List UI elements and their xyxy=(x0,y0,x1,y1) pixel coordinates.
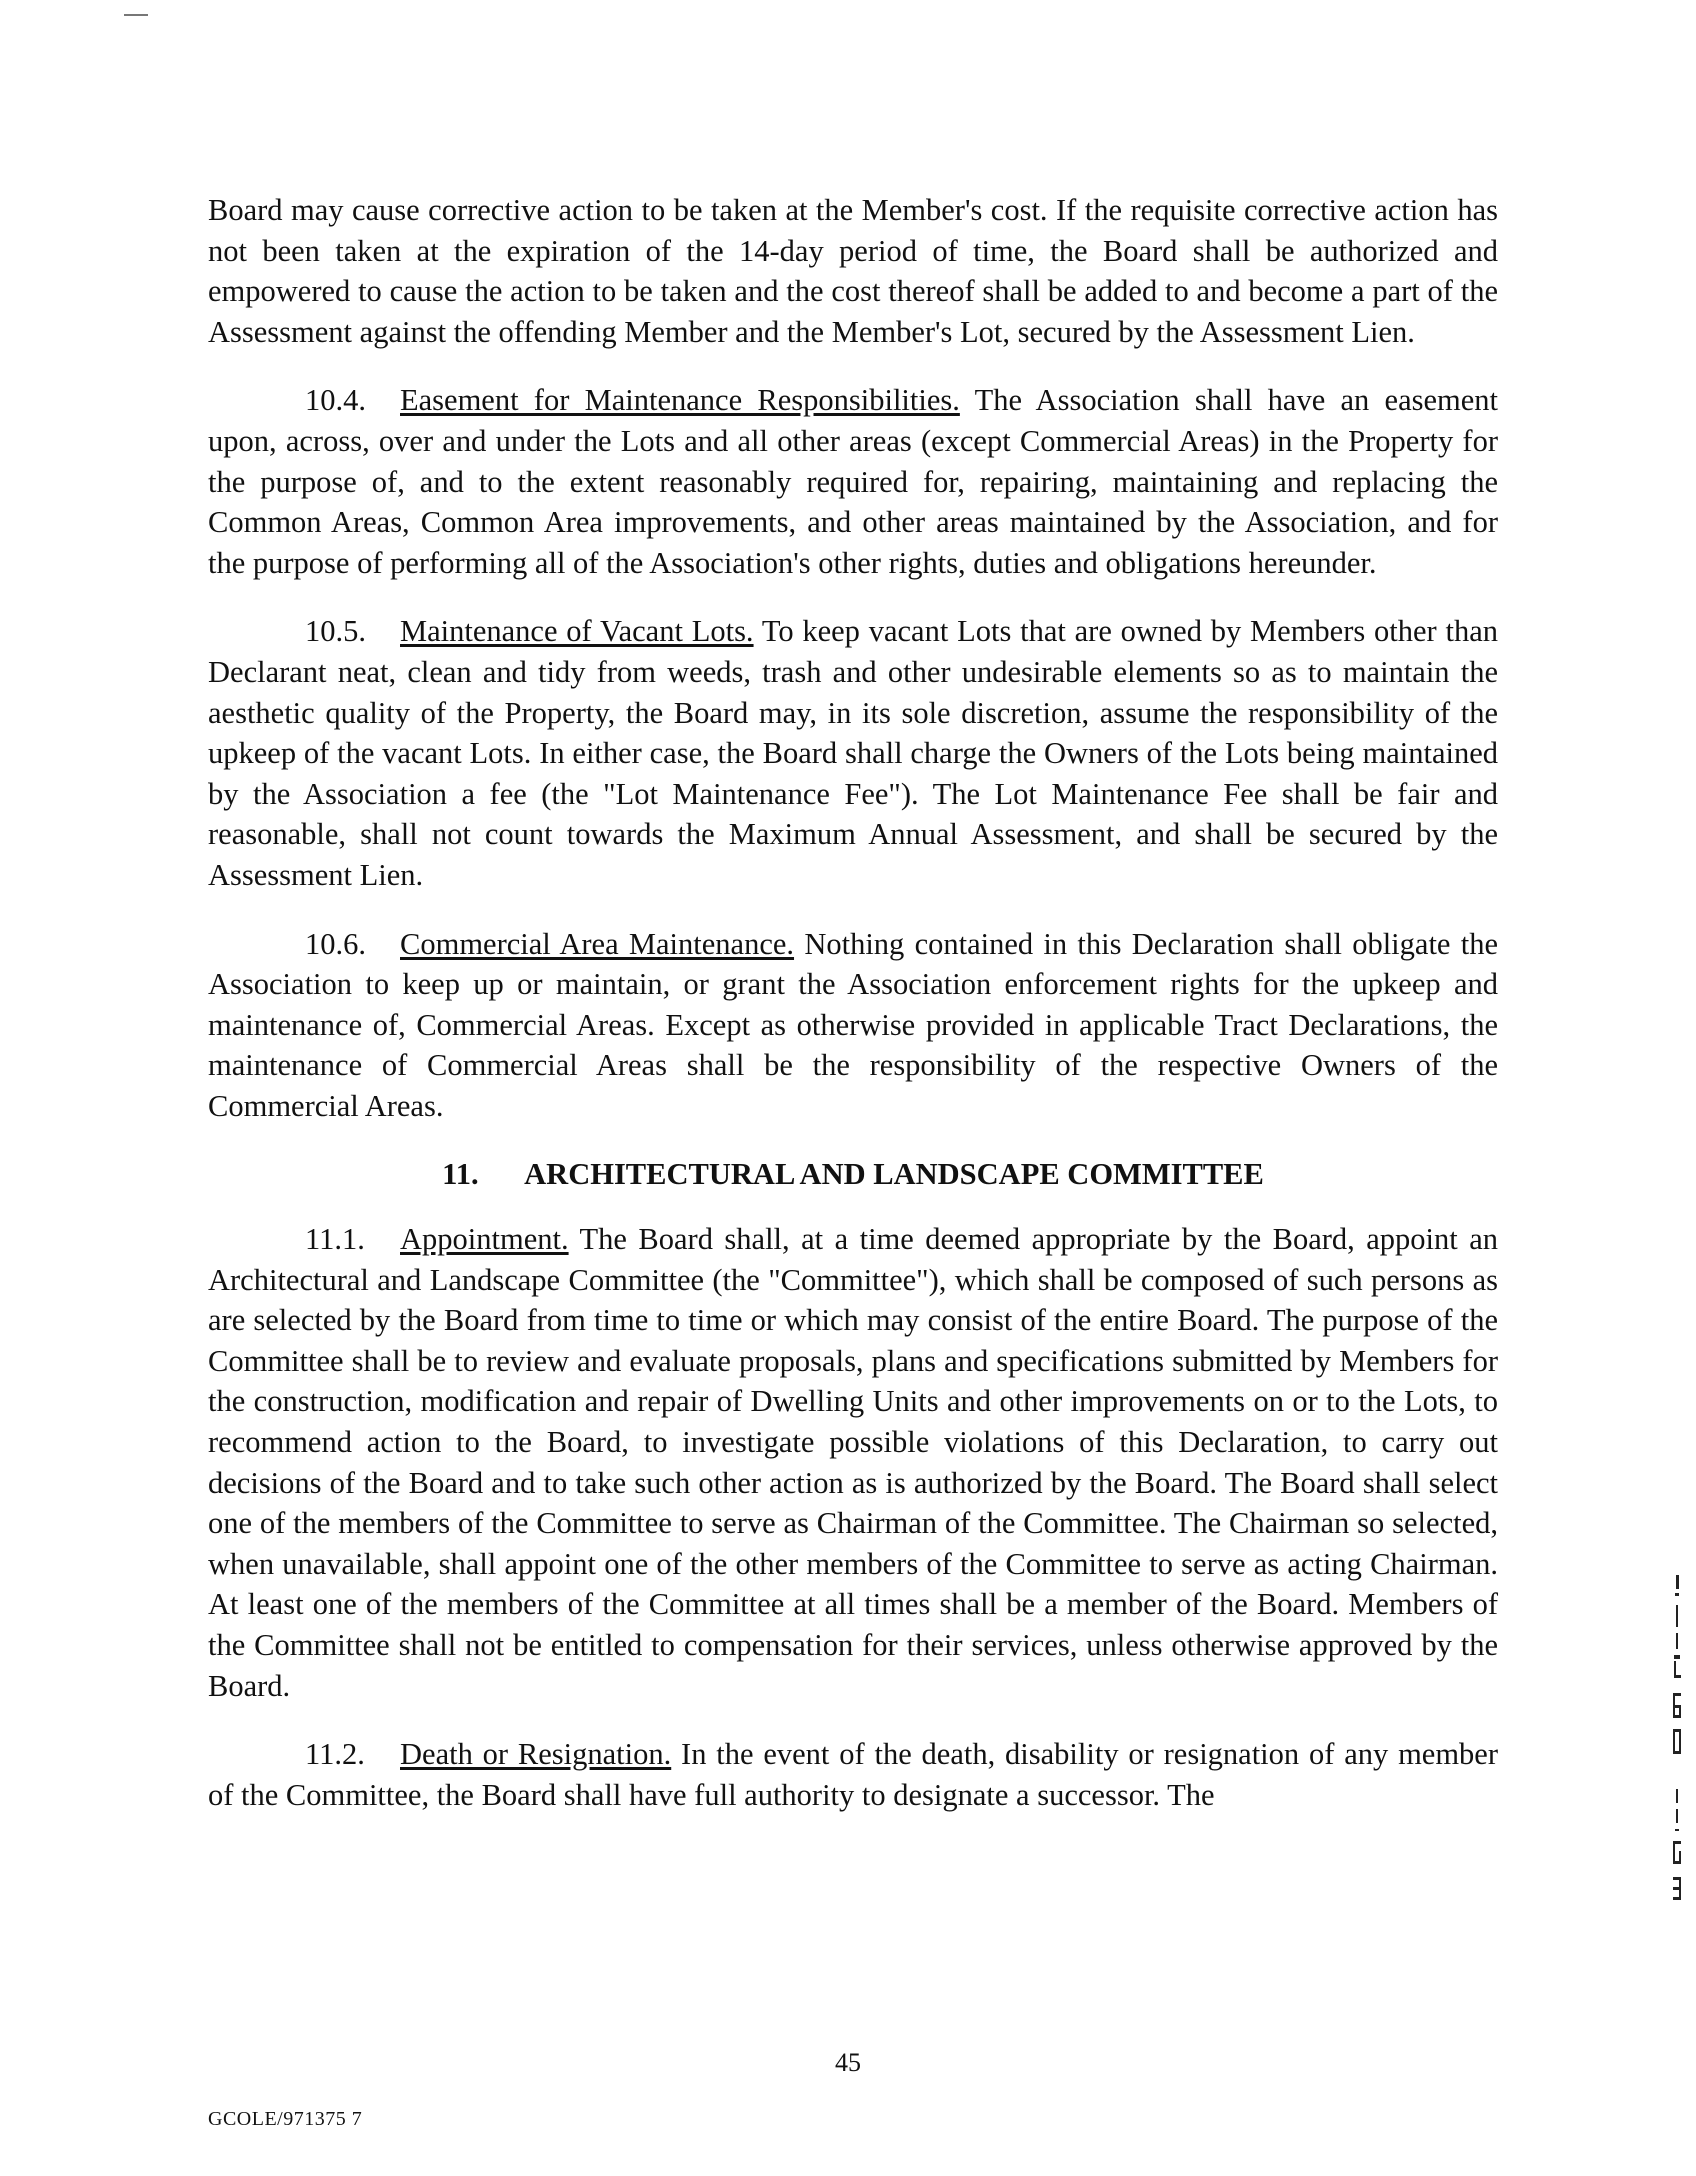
paragraph-10-6 xyxy=(208,924,1498,1127)
page-number: 45 xyxy=(835,2048,861,2077)
section-title: ARCHITECTURAL AND LANDSCAPE COMMITTEE xyxy=(524,1157,1264,1192)
paragraph-number: 11.2. xyxy=(305,1737,365,1772)
paragraph-text: The Association shall have an easement upon, across, over and under the Lots and all other areas (except Commercial Areas) in the Property for the purpose of, and to the extent reasonably required for, repairing, maintaining and replacing the Common Areas, Common Area improvements, and other areas maintained by the Association, and for the purpose of performing all of the Association's other rights, duties and obligations hereunder. xyxy=(208,383,1498,580)
recording-stamp-mark xyxy=(1662,1575,1696,1915)
paragraph-text: In the event of the death, disability or resignation of any member of the Committee, the Board shall have full authority to designate a successor. The xyxy=(208,1737,1498,1812)
section-number: 11. xyxy=(442,1157,479,1192)
paragraph-continuation xyxy=(208,190,1498,352)
paragraph-title: Easement for Maintenance Responsibilities. xyxy=(400,383,960,418)
paragraph-11-1 xyxy=(208,1219,1498,1706)
paragraph-number: 10.6. xyxy=(305,926,366,961)
paragraph-title: Maintenance of Vacant Lots. xyxy=(400,614,754,649)
scan-artifact xyxy=(124,14,148,16)
paragraph-title: Commercial Area Maintenance. xyxy=(400,926,795,961)
paragraph-title: Appointment. xyxy=(400,1222,569,1257)
paragraph-text: Board may cause corrective action to be taken at the Member's cost. If the requisite corrective action has not been taken at the expiration of the 14-day period of time, the Board shall be authorized and empowered to cause the action to be taken and the cost thereof shall be added to and become a part of the Assessment against the offending Member and the Member's Lot, secured by the Assessment Lien. xyxy=(208,193,1498,349)
paragraph-text: To keep vacant Lots that are owned by Members other than Declarant neat, clean and tidy from weeds, trash and other undesirable elements so as to maintain the aesthetic quality of the Property, the Board may, in its sole discretion, assume the responsibility of the upkeep of the vacant Lots. In either case, the Board shall charge the Owners of the Lots being maintained by the Association a fee (the "Lot Maintenance Fee"). The Lot Maintenance Fee shall be fair and reasonable, shall not count towards the Maximum Annual Assessment, and shall be secured by the Assessment Lien. xyxy=(208,614,1498,892)
paragraph-number: 11.1. xyxy=(305,1222,365,1257)
paragraph-10-4 xyxy=(208,380,1498,583)
paragraph-text: Nothing contained in this Declaration shall obligate the Association to keep up or maintain, or grant the Association enforcement rights for the upkeep and maintenance of, Commercial Areas. Except as otherwise provided in applicable Tract Declarations, the maintenance of Commercial Areas shall be the responsibility of the respective Owners of the Commercial Areas. xyxy=(208,926,1498,1123)
paragraph-11-2 xyxy=(208,1734,1498,1815)
document-id: GCOLE/971375 7 xyxy=(208,2108,363,2130)
paragraph-10-5 xyxy=(208,611,1498,895)
paragraph-number: 10.4. xyxy=(305,383,366,418)
paragraph-text: The Board shall, at a time deemed appropriate by the Board, appoint an Architectural and Landscape Committee (the "Committee"), which shall be composed of such persons as are selected by the Board from time to time or which may consist of the entire Board. The purpose of the Committee shall be to review and evaluate proposals, plans and specifications submitted by Members for the construction, modification and repair of Dwelling Units and other improvements on or to the Lots, to recommend action to the Board, to investigate possible violations of this Declaration, to carry out decisions of the Board and to take such other action as is authorized by the Board. The Board shall select one of the members of the Committee to serve as Chairman of the Committee. The Chairman so selected, when unavailable, shall appoint one of the other members of the Committee to serve as acting Chairman. At least one of the members of the Committee at all times shall be a member of the Board. Members of the Committee shall not be entitled to compensation for their services, unless otherwise approved by the Board. xyxy=(208,1222,1498,1703)
paragraph-title: Death or Resignation. xyxy=(400,1737,672,1772)
section-heading xyxy=(208,1154,1498,1195)
document-body xyxy=(208,190,1498,1843)
paragraph-number: 10.5. xyxy=(305,614,366,649)
